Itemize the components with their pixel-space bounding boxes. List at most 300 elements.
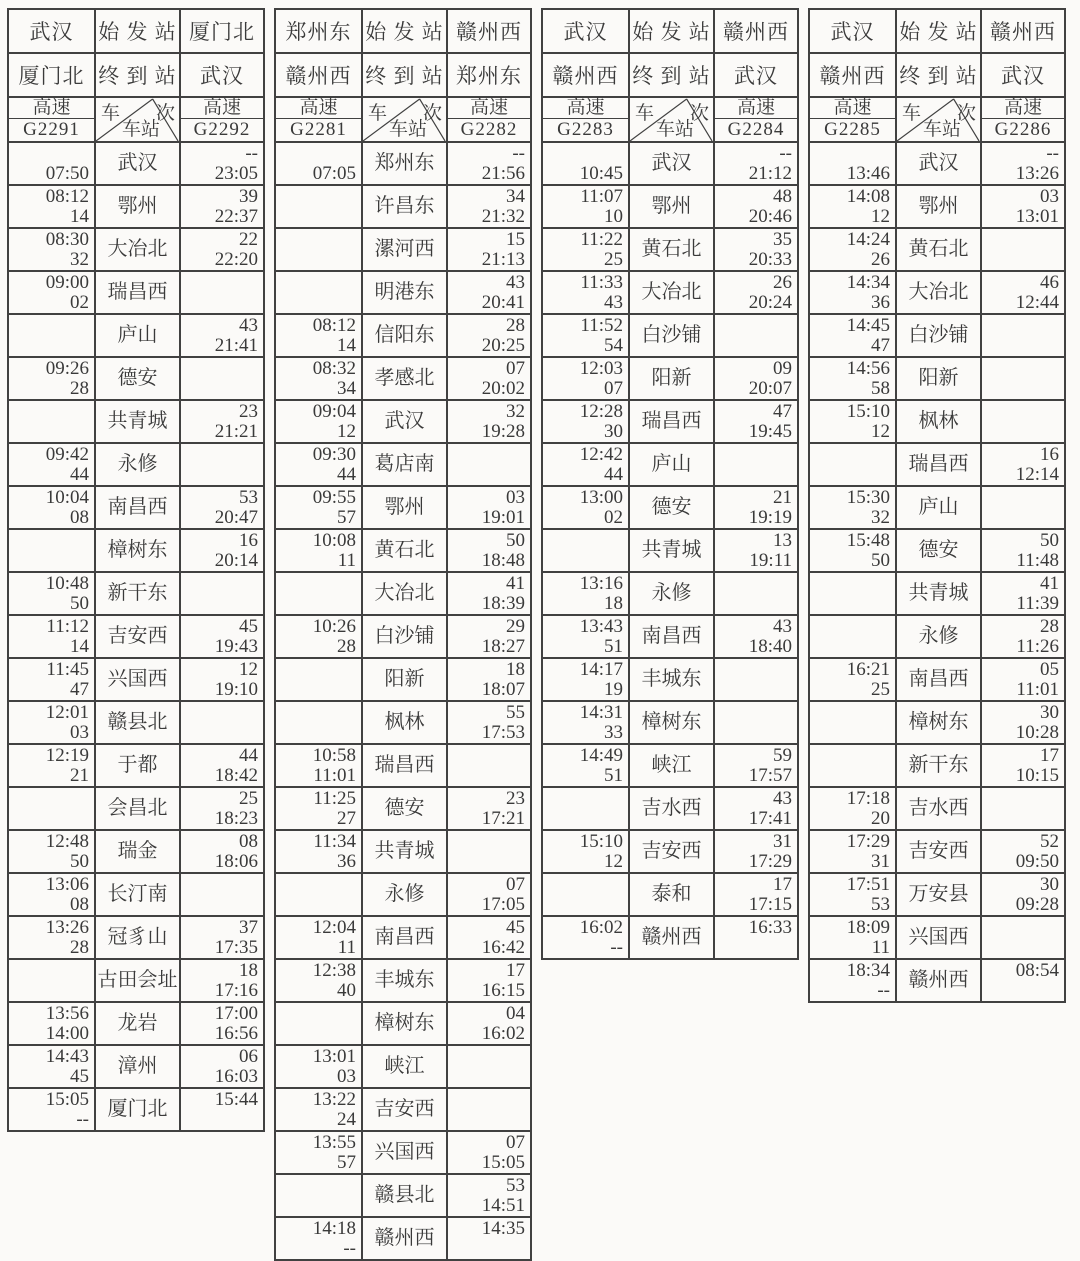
time-line-bottom: 18:27 — [481, 636, 525, 657]
left-train-times-cell — [275, 959, 362, 1002]
time-line-top: 14:17 — [579, 659, 623, 680]
time-line-top: 47 — [773, 401, 792, 422]
station-cell — [362, 142, 447, 185]
time-line-top — [278, 230, 356, 249]
time-line-top: 45 — [506, 917, 525, 938]
station-time-row — [542, 658, 798, 701]
station-cell — [95, 228, 180, 271]
left-train-times — [810, 143, 895, 184]
right-train-times — [448, 1046, 530, 1087]
right-train-times — [448, 444, 530, 485]
right-train-times-cell — [180, 486, 264, 529]
left-train-times-cell — [275, 486, 362, 529]
left-train-terminal-station: 赣州西 — [275, 53, 362, 97]
left-train-times — [543, 315, 628, 356]
left-train-times-cell — [8, 615, 95, 658]
corner-number-label: 次 — [155, 103, 175, 124]
station-cell — [362, 1002, 447, 1045]
station-name: 郑州东 — [374, 152, 435, 174]
time-line-bottom: 16:15 — [481, 980, 525, 1001]
station-cell — [629, 916, 714, 959]
station-cell — [362, 744, 447, 787]
time-line-top — [450, 1090, 525, 1109]
left-train-times-cell — [275, 357, 362, 400]
time-line-top: 31 — [773, 831, 792, 852]
time-line-top: 04 — [506, 1003, 525, 1024]
time-line-bottom: 08 — [70, 507, 89, 528]
right-train-times — [448, 917, 530, 958]
time-line-top: 12:48 — [45, 831, 89, 852]
time-line-bottom: 21 — [70, 765, 89, 786]
time-line-bottom — [984, 809, 1059, 828]
right-train-times — [181, 530, 263, 571]
time-line-bottom: 19:19 — [748, 507, 792, 528]
right-train-times-cell — [447, 1088, 531, 1131]
right-train-times-cell — [180, 873, 264, 916]
time-line-bottom — [717, 680, 792, 699]
left-train-times — [810, 960, 895, 1001]
left-train-times — [810, 702, 895, 743]
station-time-row — [542, 916, 798, 959]
time-line-top: 14:34 — [846, 272, 890, 293]
station-cell — [896, 400, 981, 443]
right-train-times-cell — [180, 701, 264, 744]
time-line-top: 43 — [239, 315, 258, 336]
left-train-number: G2291 — [23, 119, 80, 140]
left-train-times — [276, 143, 361, 184]
time-line-top: 16:02 — [579, 917, 623, 938]
time-line-top: 05 — [1040, 659, 1059, 680]
station-time-row — [8, 1002, 264, 1045]
right-train-type: 高速 — [181, 98, 263, 119]
time-line-bottom: 02 — [70, 292, 89, 313]
left-train-times — [543, 444, 628, 485]
time-line-top — [278, 574, 356, 593]
time-line-bottom — [278, 594, 356, 613]
time-line-top: 07 — [506, 1132, 525, 1153]
left-train-times-cell — [275, 830, 362, 873]
left-train-times — [543, 229, 628, 270]
time-line-bottom: 51 — [604, 765, 623, 786]
time-line-top: 14:56 — [846, 358, 890, 379]
time-line-bottom: 10:45 — [579, 163, 623, 184]
right-train-times-cell — [981, 486, 1065, 529]
left-train-times — [276, 444, 361, 485]
station-time-row — [542, 529, 798, 572]
right-train-times — [982, 917, 1064, 958]
station-time-row — [275, 357, 531, 400]
left-train-times — [9, 573, 94, 614]
left-train-times — [543, 358, 628, 399]
time-line-top: 13:43 — [579, 616, 623, 637]
left-train-times — [810, 401, 895, 442]
station-name: 阳新 — [651, 367, 692, 389]
station-name: 漯河西 — [374, 238, 435, 260]
time-line-bottom: 17:35 — [214, 937, 258, 958]
right-train-times-cell — [447, 486, 531, 529]
right-train-times — [982, 272, 1064, 313]
left-train-times — [276, 1175, 361, 1216]
right-train-times — [982, 745, 1064, 786]
time-line-top: 07 — [506, 358, 525, 379]
time-line-bottom: 50 — [871, 550, 890, 571]
right-train-times — [982, 229, 1064, 270]
station-name: 永修 — [918, 625, 959, 647]
left-train-times-cell — [275, 787, 362, 830]
station-time-row — [8, 443, 264, 486]
station-time-row — [809, 443, 1065, 486]
left-train-times — [543, 745, 628, 786]
corner-station-label: 车站 — [122, 119, 161, 140]
left-train-times-cell — [542, 271, 629, 314]
left-train-times — [810, 788, 895, 829]
right-train-cell — [981, 97, 1065, 142]
left-train-times — [276, 573, 361, 614]
station-cell — [95, 830, 180, 873]
station-time-row — [8, 142, 264, 185]
time-line-top: 11:52 — [580, 315, 623, 336]
timetable-G2283-G2284 — [541, 8, 799, 960]
time-line-bottom: 12 — [871, 206, 890, 227]
time-line-bottom — [545, 895, 623, 914]
left-train-times-cell — [8, 830, 95, 873]
right-train-times-cell — [447, 185, 531, 228]
station-time-row — [809, 916, 1065, 959]
time-line-top: 28 — [1040, 616, 1059, 637]
station-cell — [362, 1131, 447, 1174]
corner-train-label: 车 — [635, 103, 655, 124]
station-time-row — [809, 486, 1065, 529]
station-name: 樟树东 — [908, 711, 969, 733]
time-line-bottom: 20:25 — [481, 335, 525, 356]
left-train-times — [543, 831, 628, 872]
time-line-top: 18 — [239, 960, 258, 981]
time-line-top: 32 — [506, 401, 525, 422]
right-train-cell — [714, 97, 798, 142]
station-cell — [95, 400, 180, 443]
time-line-bottom: 02 — [604, 507, 623, 528]
station-cell — [362, 486, 447, 529]
time-line-bottom: 25 — [871, 679, 890, 700]
station-time-row — [542, 228, 798, 271]
station-time-row — [542, 615, 798, 658]
time-line-top — [984, 789, 1059, 808]
right-train-times-cell — [447, 1174, 531, 1217]
time-line-top — [450, 746, 525, 765]
station-name: 吉安西 — [641, 840, 702, 862]
time-line-bottom — [450, 465, 525, 484]
right-train-times — [715, 358, 797, 399]
left-train-type: 高速 — [543, 98, 628, 119]
station-cell — [896, 787, 981, 830]
station-time-row — [275, 1002, 531, 1045]
station-time-row — [542, 744, 798, 787]
time-line-top — [717, 316, 792, 335]
time-line-bottom: 53 — [871, 894, 890, 915]
left-train-times-cell — [542, 701, 629, 744]
station-time-row — [275, 1217, 531, 1260]
right-train-times-cell — [180, 185, 264, 228]
left-train-times-cell — [809, 185, 896, 228]
left-train-times-cell — [542, 572, 629, 615]
station-name: 厦门北 — [107, 1098, 168, 1120]
station-name: 共青城 — [641, 539, 702, 561]
right-train-times — [448, 530, 530, 571]
left-train-times — [9, 229, 94, 270]
time-line-top: 03 — [506, 487, 525, 508]
time-line-top — [984, 230, 1059, 249]
time-line-top — [450, 1047, 525, 1066]
station-cell — [896, 744, 981, 787]
station-cell — [362, 314, 447, 357]
time-line-bottom: 28 — [70, 937, 89, 958]
left-train-times — [810, 874, 895, 915]
time-line-top: 48 — [773, 186, 792, 207]
time-line-top — [278, 1176, 356, 1195]
right-train-times-cell — [981, 658, 1065, 701]
station-time-row — [275, 701, 531, 744]
right-train-times — [181, 143, 263, 184]
time-line-top: 18 — [506, 659, 525, 680]
right-train-times-cell — [180, 1045, 264, 1088]
time-line-bottom: 18:06 — [214, 851, 258, 872]
station-cell — [362, 615, 447, 658]
right-train-times — [448, 702, 530, 743]
left-train-times-cell — [809, 787, 896, 830]
station-cell — [95, 1088, 180, 1131]
time-line-top: 35 — [773, 229, 792, 250]
station-time-row — [275, 572, 531, 615]
time-line-bottom: 43 — [604, 292, 623, 313]
right-train-times — [715, 831, 797, 872]
time-line-top: 12:38 — [312, 960, 356, 981]
station-time-row — [8, 1045, 264, 1088]
right-train-type: 高速 — [982, 98, 1064, 119]
left-train-times — [276, 401, 361, 442]
station-name: 兴国西 — [908, 926, 969, 948]
left-train-times-cell — [8, 916, 95, 959]
station-name: 长汀南 — [107, 883, 168, 905]
station-time-row — [275, 1045, 531, 1088]
time-line-bottom — [278, 1024, 356, 1043]
time-line-bottom: 17:41 — [748, 808, 792, 829]
station-cell — [629, 271, 714, 314]
time-line-top — [450, 445, 525, 464]
left-train-times — [543, 401, 628, 442]
time-line-top — [11, 144, 89, 163]
right-train-times — [715, 659, 797, 700]
time-line-top: 13:22 — [312, 1089, 356, 1110]
station-time-row — [275, 916, 531, 959]
right-train-times-cell — [981, 701, 1065, 744]
right-train-times — [181, 616, 263, 657]
time-line-top: 13:26 — [45, 917, 89, 938]
time-line-top: 17:51 — [846, 874, 890, 895]
time-line-bottom — [183, 465, 258, 484]
left-train-times — [276, 874, 361, 915]
right-train-times — [181, 1003, 263, 1044]
time-line-bottom: 21:41 — [214, 335, 258, 356]
time-line-bottom — [717, 938, 792, 957]
station-name: 永修 — [384, 883, 425, 905]
time-line-bottom: 30 — [604, 421, 623, 442]
left-train-number: G2283 — [557, 119, 614, 140]
station-cell — [629, 658, 714, 701]
right-train-times — [448, 616, 530, 657]
time-line-bottom: 18:40 — [748, 636, 792, 657]
right-train-times — [448, 1132, 530, 1173]
left-train-times-cell — [275, 916, 362, 959]
left-train-times-cell — [275, 658, 362, 701]
station-time-row — [8, 959, 264, 1002]
station-cell — [362, 228, 447, 271]
time-line-top — [545, 789, 623, 808]
time-line-bottom — [183, 1110, 258, 1129]
time-line-top: 09:30 — [312, 444, 356, 465]
right-train-times-cell — [714, 787, 798, 830]
time-line-bottom — [984, 938, 1059, 957]
time-line-bottom: 32 — [70, 249, 89, 270]
timetable-G2291-G2292 — [7, 8, 265, 1132]
right-train-origin-station: 赣州西 — [714, 9, 798, 53]
station-cell — [629, 228, 714, 271]
right-train-times — [181, 573, 263, 614]
time-line-top — [278, 660, 356, 679]
right-train-times — [448, 315, 530, 356]
time-line-bottom: -- — [343, 1238, 356, 1259]
time-line-top: 14:49 — [579, 745, 623, 766]
time-line-bottom — [812, 766, 890, 785]
left-train-times — [543, 272, 628, 313]
time-line-top: 11:12 — [46, 616, 89, 637]
right-train-times-cell — [714, 228, 798, 271]
time-line-bottom — [450, 766, 525, 785]
time-line-top — [984, 316, 1059, 335]
station-time-row — [809, 572, 1065, 615]
right-train-times-cell — [447, 873, 531, 916]
time-line-top: 09 — [773, 358, 792, 379]
station-cell — [362, 572, 447, 615]
left-train-times-cell — [8, 873, 95, 916]
time-line-bottom — [183, 293, 258, 312]
left-train-times-cell — [8, 572, 95, 615]
terminal-station-label: 终 到 站 — [95, 53, 180, 97]
left-train-times — [9, 444, 94, 485]
station-name: 永修 — [651, 582, 692, 604]
station-time-row — [8, 357, 264, 400]
station-time-row — [542, 701, 798, 744]
station-name: 古田会址 — [97, 969, 178, 991]
time-line-bottom: 23:05 — [214, 163, 258, 184]
right-train-cell — [180, 97, 264, 142]
station-name: 武汉 — [918, 152, 959, 174]
time-line-top — [984, 402, 1059, 421]
station-time-row — [542, 443, 798, 486]
time-line-top: 10:04 — [45, 487, 89, 508]
right-train-times — [181, 831, 263, 872]
station-name: 吉水西 — [908, 797, 969, 819]
right-train-times-cell — [714, 314, 798, 357]
station-time-row — [542, 572, 798, 615]
station-name: 瑞昌西 — [374, 754, 435, 776]
station-name: 赣县北 — [107, 711, 168, 733]
time-line-top: -- — [512, 143, 525, 164]
right-train-times — [181, 358, 263, 399]
right-train-times — [181, 229, 263, 270]
time-line-bottom: 19 — [604, 679, 623, 700]
station-time-row — [275, 744, 531, 787]
station-cell — [629, 443, 714, 486]
time-line-top: 25 — [239, 788, 258, 809]
time-line-top — [183, 445, 258, 464]
time-line-top: 59 — [773, 745, 792, 766]
station-time-row — [275, 529, 531, 572]
corner-number-label: 次 — [422, 103, 442, 124]
station-cell — [362, 830, 447, 873]
right-train-times — [715, 702, 797, 743]
station-time-row — [8, 830, 264, 873]
right-train-times-cell — [447, 787, 531, 830]
right-train-times — [181, 1046, 263, 1087]
time-line-top: 43 — [773, 788, 792, 809]
left-train-times — [543, 659, 628, 700]
right-train-times-cell — [981, 400, 1065, 443]
station-cell — [95, 658, 180, 701]
right-train-type: 高速 — [448, 98, 530, 119]
station-time-row — [275, 142, 531, 185]
station-cell — [95, 916, 180, 959]
time-line-bottom: 11:01 — [1016, 679, 1059, 700]
left-train-times — [543, 186, 628, 227]
time-line-top — [717, 445, 792, 464]
header-trainno-row — [542, 97, 798, 142]
time-line-bottom: 07:05 — [312, 163, 356, 184]
left-train-number: G2281 — [290, 119, 347, 140]
station-cell — [629, 400, 714, 443]
time-line-top: 14:08 — [846, 186, 890, 207]
right-train-times — [715, 573, 797, 614]
station-time-row — [275, 1088, 531, 1131]
station-name: 许昌东 — [374, 195, 435, 217]
station-time-row — [809, 959, 1065, 1002]
time-line-bottom: 19:28 — [481, 421, 525, 442]
station-cell — [896, 228, 981, 271]
right-train-times-cell — [180, 142, 264, 185]
station-time-row — [275, 185, 531, 228]
right-train-times — [448, 788, 530, 829]
station-name: 明港东 — [374, 281, 435, 303]
left-train-times-cell — [809, 271, 896, 314]
left-train-times — [276, 229, 361, 270]
right-train-times-cell — [447, 959, 531, 1002]
right-train-times-cell — [981, 959, 1065, 1002]
time-line-top: 10:26 — [312, 616, 356, 637]
right-train-times — [181, 401, 263, 442]
time-line-top: 30 — [1040, 874, 1059, 895]
time-line-bottom: 21:13 — [481, 249, 525, 270]
station-time-row — [809, 185, 1065, 228]
station-cell — [896, 185, 981, 228]
time-line-top — [812, 445, 890, 464]
left-train-times-cell — [275, 873, 362, 916]
time-line-bottom: 24 — [337, 1109, 356, 1130]
corner-header-cell — [362, 97, 447, 142]
station-name: 吉水西 — [641, 797, 702, 819]
station-cell — [896, 701, 981, 744]
station-name: 白沙铺 — [374, 625, 435, 647]
right-train-times-cell — [714, 400, 798, 443]
station-cell — [896, 443, 981, 486]
